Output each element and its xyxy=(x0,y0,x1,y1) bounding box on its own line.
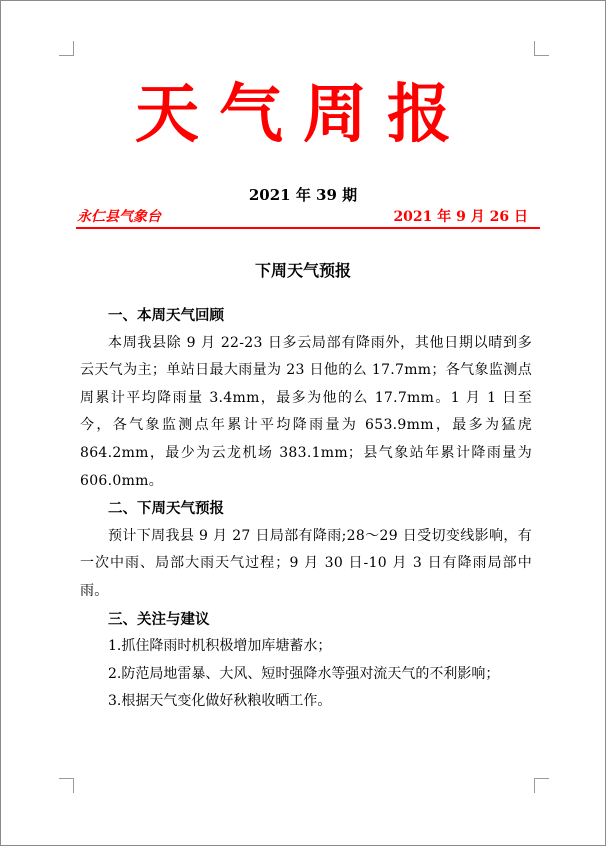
corner-mark-top-right xyxy=(534,41,549,56)
red-divider xyxy=(76,227,540,229)
corner-mark-bottom-left xyxy=(59,778,74,793)
section-heading-review: 一、本周天气回顾 xyxy=(108,307,224,324)
advice-item: 1.抓住降雨时机积极增加库塘蓄水； xyxy=(108,638,332,655)
section-heading-advice: 三、关注与建议 xyxy=(108,610,210,628)
section-paragraph-review: 本周我县除 9 月 22-23 日多云局部有降雨外，其他日期以晴到多云天气为主；单站日最大雨量为 23 日他的么 17.7mm；各气象监测点周累计平均降雨量 3.4mm，最多为他的么 17.7mm。1 月 1 日至今，各气象监测点年累计平均降雨量为 653.9mm，最多为猛虎 864.2mm，最少为云龙机场 383.1mm；县气象站年累计降雨量为 606.0mm。 xyxy=(80,334,532,489)
masthead-title: 天气周报 xyxy=(135,77,471,152)
corner-mark-bottom-right xyxy=(534,778,549,793)
organization-name: 永仁县气象台 xyxy=(77,209,161,225)
section-paragraph-forecast: 预计下周我县 9 月 27 日局部有降雨;28～29 日受切变线影响，有一次中雨、局部大雨天气过程；9 月 30 日-10 月 3 日有降雨局部中雨。 xyxy=(80,527,532,599)
document-title: 下周天气预报 xyxy=(254,261,351,280)
advice-item: 3.根据天气变化做好秋粮收晒工作。 xyxy=(108,693,332,710)
publish-date: 2021 年 9 月 26 日 xyxy=(393,209,528,225)
corner-mark-top-left xyxy=(59,41,74,56)
document-body xyxy=(80,302,532,716)
advice-item: 2.防范局地雷暴、大风、短时强降水等强对流天气的不利影响； xyxy=(108,665,500,682)
issue-number: 2021 年 39 期 xyxy=(248,186,358,204)
section-heading-forecast: 二、下周天气预报 xyxy=(108,500,224,518)
